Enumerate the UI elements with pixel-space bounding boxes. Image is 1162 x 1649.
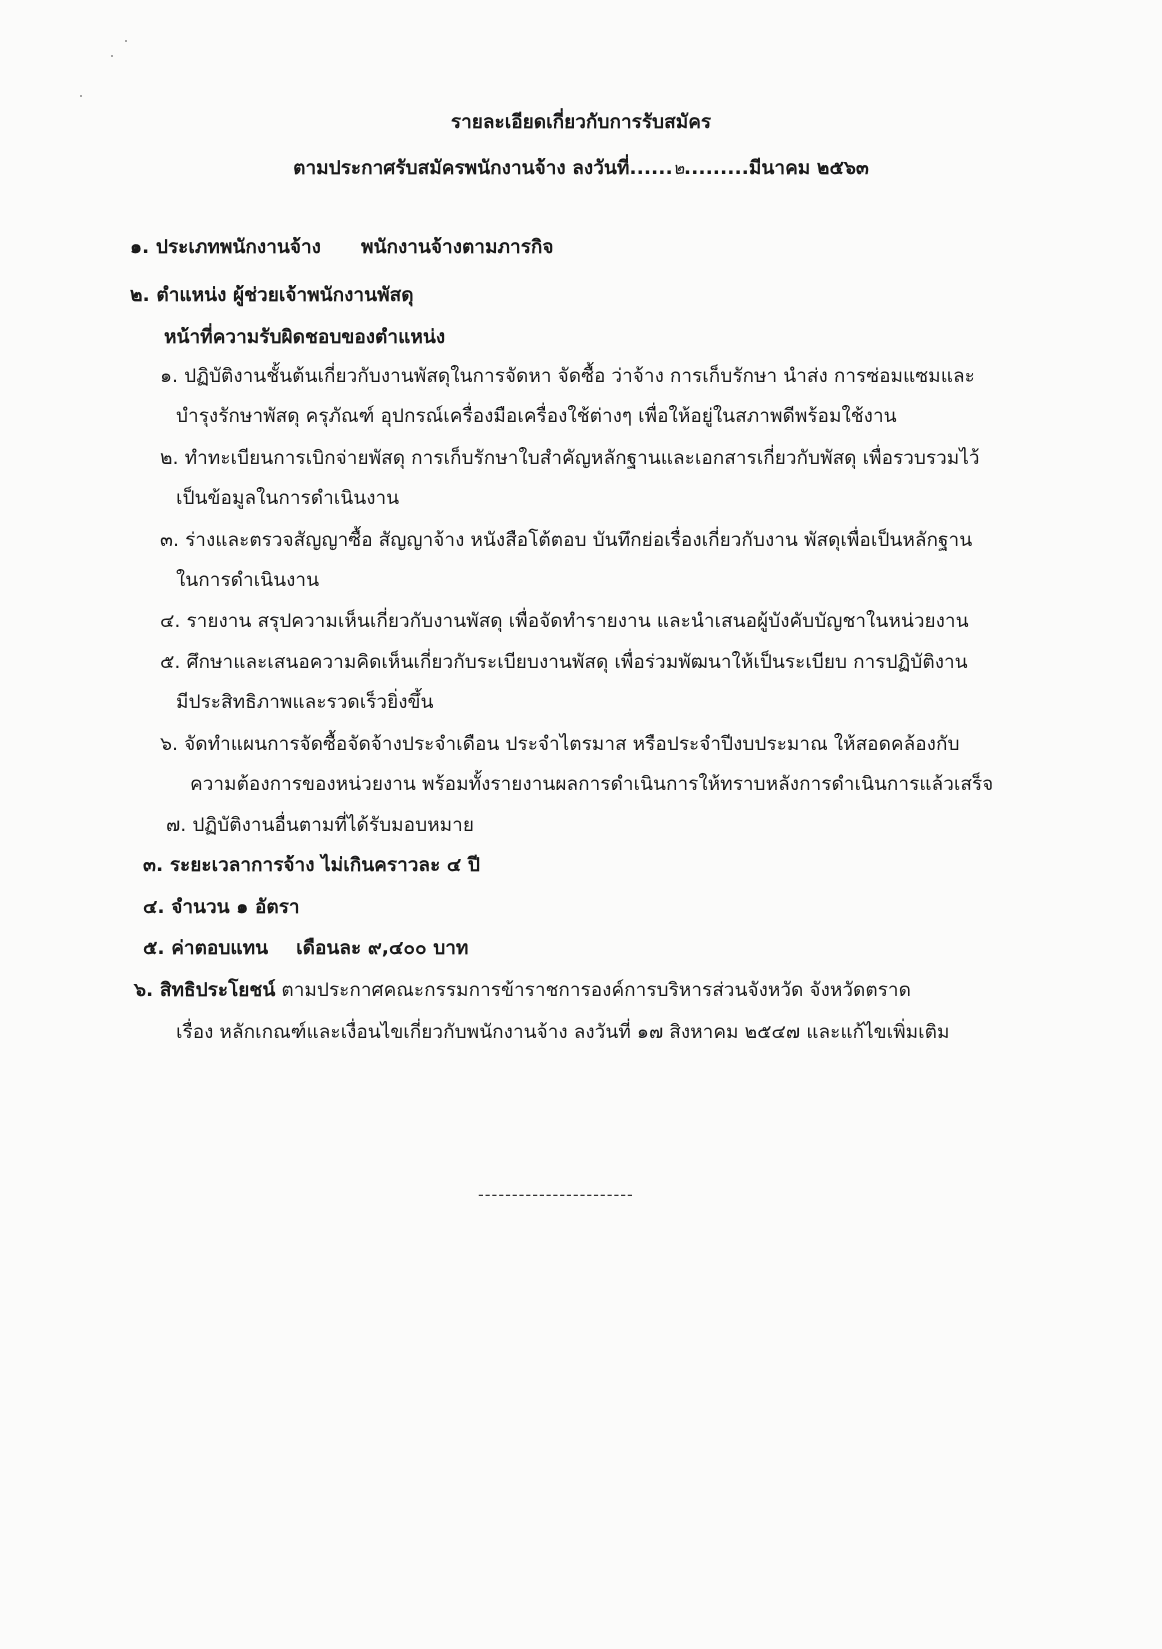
section-4: ๔. จำนวน ๑ อัตรา: [143, 896, 300, 918]
duty-1-line-1: ๑. ปฏิบัติงานชั้นต้นเกี่ยวกับงานพัสดุในการจัดหา จัดซื้อ ว่าจ้าง การเก็บรักษา นำส่ง การซ่อมแซมและ: [160, 365, 975, 387]
duty-4-line-1: ๔. รายงาน สรุปความเห็นเกี่ยวกับงานพัสดุ เพื่อจัดทำรายงาน และนำเสนอผู้บังคับบัญชาในหน่วยงาน: [160, 610, 969, 632]
scan-speck: [111, 55, 113, 57]
duty-6-line-1: ๖. จัดทำแผนการจัดซื้อจัดจ้างประจำเดือน ประจำไตรมาส หรือประจำปีงบประมาณ ให้สอดคล้องกับ: [160, 733, 960, 755]
scan-speck: [125, 40, 127, 42]
duty-5-line-1: ๕. ศึกษาและเสนอความคิดเห็นเกี่ยวกับระเบียบงานพัสดุ เพื่อร่วมพัฒนาให้เป็นระเบียบ การปฏิบัติงาน: [160, 651, 968, 673]
duty-3-line-1: ๓. ร่างและตรวจสัญญาซื้อ สัญญาจ้าง หนังสือโต้ตอบ บันทึกย่อเรื่องเกี่ยวกับงาน พัสดุเพื่อเป็นหลักฐาน: [160, 529, 973, 551]
section-3: ๓. ระยะเวลาการจ้าง ไม่เกินคราวละ ๔ ปี: [143, 854, 480, 876]
end-separator: -----------------------: [478, 1185, 634, 1204]
scan-speck: [80, 95, 82, 97]
duty-3-line-2: ในการดำเนินงาน: [176, 569, 320, 591]
duty-2-line-1: ๒. ทำทะเบียนการเบิกจ่ายพัสดุ การเก็บรักษาใบสำคัญหลักฐานและเอกสารเกี่ยวกับพัสดุ เพื่อรวบรวมไว้: [160, 447, 980, 469]
document-subtitle: [0, 155, 1162, 182]
handwritten-day: ๒: [671, 158, 686, 180]
section-6-line-1-rest: ตามประกาศคณะกรรมการข้าราชการองค์การบริหารส่วนจังหวัด จังหวัดตราด: [281, 979, 911, 1001]
subtitle-dots: .........: [683, 157, 749, 179]
duty-6-line-2: ความต้องการของหน่วยงาน พร้อมทั้งรายงานผลการดำเนินการให้ทราบหลังการดำเนินการแล้วเสร็จ: [190, 773, 994, 795]
section-1-label: ๑. ประเภทพนักงานจ้าง: [130, 236, 321, 258]
section-6-line-2: เรื่อง หลักเกณฑ์และเงื่อนไขเกี่ยวกับพนักงานจ้าง ลงวันที่ ๑๗ สิงหาคม ๒๕๔๗ และแก้ไขเพิ่มเติม: [176, 1021, 950, 1043]
section-1-value: พนักงานจ้างตามภารกิจ: [360, 236, 554, 258]
section-5: [143, 935, 468, 961]
subtitle-prefix: ตามประกาศรับสมัครพนักงานจ้าง ลงวันที่......: [293, 157, 673, 179]
section-5-label: ๕. ค่าตอบแทน: [143, 937, 269, 959]
section-6-line-1: [134, 977, 911, 1003]
section-6-label: ๖. สิทธิประโยชน์: [134, 979, 276, 1001]
duties-heading: หน้าที่ความรับผิดชอบของตำแหน่ง: [164, 326, 446, 348]
subtitle-suffix: มีนาคม ๒๕๖๓: [748, 157, 869, 179]
duty-5-line-2: มีประสิทธิภาพและรวดเร็วยิ่งขึ้น: [176, 691, 434, 713]
section-1: [130, 234, 554, 260]
document-title: รายละเอียดเกี่ยวกับการรับสมัคร: [450, 111, 712, 133]
duty-1-line-2: บำรุงรักษาพัสดุ ครุภัณฑ์ อุปกรณ์เครื่องมือเครื่องใช้ต่างๆ เพื่อให้อยู่ในสภาพดีพร้อมใช้งาน: [176, 405, 897, 427]
duty-2-line-2: เป็นข้อมูลในการดำเนินงาน: [176, 487, 400, 509]
section-2-heading: ๒. ตำแหน่ง ผู้ช่วยเจ้าพนักงานพัสดุ: [130, 284, 414, 306]
duty-7-line-1: ๗. ปฏิบัติงานอื่นตามที่ได้รับมอบหมาย: [166, 814, 474, 836]
section-5-value: เดือนละ ๙,๔๐๐ บาท: [296, 937, 469, 959]
